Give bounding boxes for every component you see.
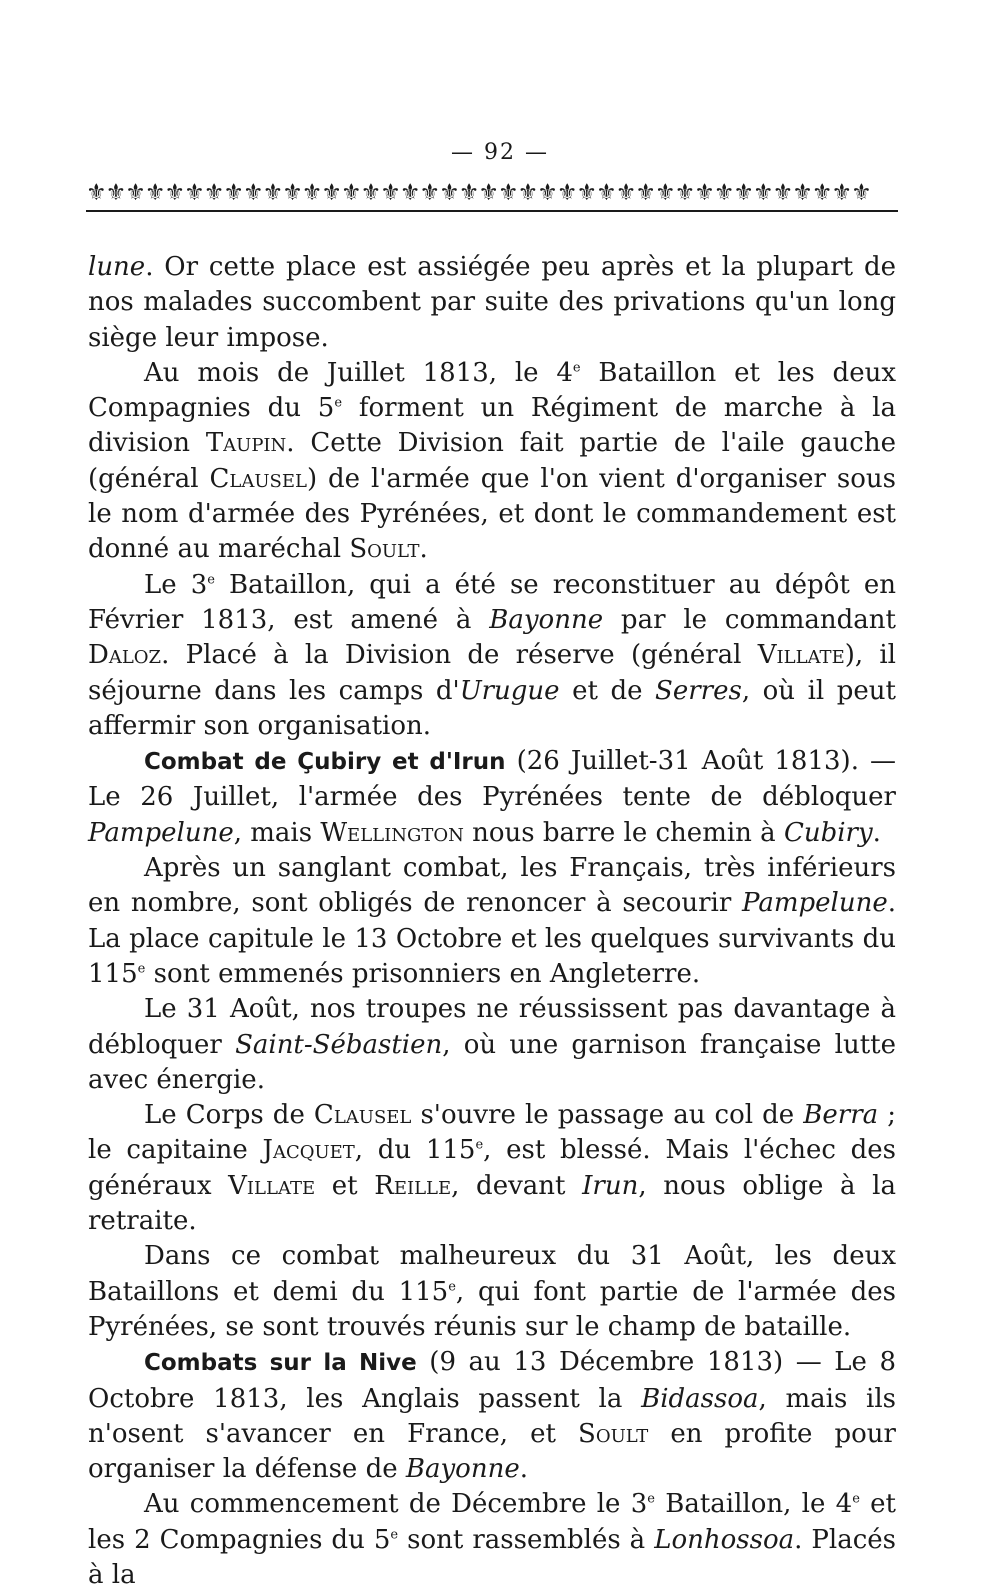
- text-run: Le 3: [144, 569, 208, 600]
- text-run: Bataillon, qui a été se reconstituer au dépôt en Février 1813, est amené à: [88, 569, 897, 635]
- paragraph-10: [88, 1487, 896, 1593]
- text-run: .: [419, 534, 428, 565]
- text-run: Après un sanglant combat, les Français, très inférieurs en nombre, sont obligés de renoncer à secourir: [88, 853, 896, 919]
- paragraph-1: [88, 250, 896, 356]
- text-run: , du 115: [354, 1135, 476, 1166]
- text-run: Au commencement de Décembre le 3: [144, 1489, 648, 1520]
- name-smallcaps: Clausel: [313, 1100, 412, 1131]
- italic-place: Bayonne: [405, 1454, 520, 1485]
- paragraph-6: [88, 992, 896, 1098]
- text-run: , mais ils n'osent s'avancer en France, et: [88, 1383, 896, 1449]
- fleur-de-lis-ornament-band: ⚜⚜⚜⚜⚜⚜⚜⚜⚜⚜⚜⚜⚜⚜⚜⚜⚜⚜⚜⚜⚜⚜⚜⚜⚜⚜⚜⚜⚜⚜⚜⚜⚜⚜⚜⚜⚜⚜⚜⚜: [86, 178, 898, 212]
- paragraph-5: [88, 851, 896, 992]
- name-smallcaps: Soult: [578, 1418, 649, 1449]
- body-text: [88, 250, 896, 1593]
- name-smallcaps: Clausel: [209, 463, 307, 494]
- text-run: Bataillon et les deux Compagnies du 5: [88, 357, 897, 424]
- italic-place: Saint-Sébastien: [235, 1029, 443, 1060]
- text-run: ) de l'armée que l'on vient d'organiser sous le nom d'armée des Pyrénées, et dont le commandement est donné au maréchal: [88, 463, 896, 565]
- name-smallcaps: Soult: [349, 534, 420, 565]
- superscript: e: [475, 1137, 484, 1153]
- text-run: nous barre le chemin à: [463, 817, 784, 848]
- superscript: e: [572, 360, 581, 376]
- text-run: sont rassemblés à: [398, 1524, 655, 1555]
- name-smallcaps: Wellington: [320, 817, 464, 848]
- text-run: Bataillon, le 4: [654, 1489, 853, 1520]
- superscript: e: [448, 1278, 456, 1294]
- name-smallcaps: Jacquet: [262, 1135, 355, 1166]
- paragraph-9: [88, 1345, 896, 1487]
- text-run: , où une garnison française lutte avec énergie.: [88, 1029, 896, 1095]
- italic-place: Bayonne: [489, 604, 604, 635]
- italic-place: Pampelune: [88, 817, 234, 848]
- paragraph-7: [88, 1098, 896, 1239]
- name-smallcaps: Daloz: [88, 640, 162, 671]
- text-run: .: [872, 817, 881, 848]
- text-run: Au mois de Juillet 1813, le 4: [144, 357, 573, 388]
- italic-place: Serres: [655, 675, 742, 706]
- text-run: Le Corps de: [144, 1100, 314, 1131]
- text-run: . Or cette place est assiégée peu après et la plupart de nos malades succombent par suite des privations qu'un long siège leur impose.: [88, 252, 896, 353]
- text-run: ; le capitaine: [88, 1100, 896, 1166]
- text-run: (9 au 13 Décembre 1813) — Le 8 Octobre 1813, les Anglais passent la: [88, 1347, 897, 1414]
- paragraph-4: [88, 744, 896, 851]
- italic-place: lune: [88, 252, 146, 282]
- text-run: , devant: [451, 1170, 583, 1201]
- page-number: — 92 —: [451, 140, 549, 165]
- italic-place: Lonhossoa: [654, 1524, 795, 1555]
- text-run: sont emmenés prisonniers en Angleterre.: [145, 958, 701, 989]
- text-run: Le 31 Août, nos troupes ne réussissent pas davantage à débloquer: [88, 994, 896, 1060]
- name-smallcaps: Villate: [757, 640, 845, 671]
- text-run: ), il séjourne dans les camps d': [88, 640, 896, 706]
- text-run: .: [519, 1454, 528, 1485]
- paragraph-3: [88, 568, 896, 744]
- superscript: e: [852, 1491, 860, 1507]
- text-run: (26 Juillet-31 Août 1813). — Le 26 Juillet, l'armée des Pyrénées tente de débloquer: [88, 746, 896, 813]
- text-run: et les 2 Compagnies du 5: [88, 1489, 896, 1555]
- text-run: . La place capitule le 13 Octobre et les quelques survivants du 115: [88, 888, 896, 989]
- superscript: e: [647, 1491, 655, 1507]
- text-run: , où il peut affermir son organisation.: [88, 675, 896, 741]
- text-run: . Placés à la: [88, 1524, 897, 1590]
- superscript: e: [207, 572, 215, 588]
- paragraph-8: [88, 1239, 896, 1345]
- text-run: par le commandant: [603, 604, 896, 635]
- text-run: , qui font partie de l'armée des Pyrénées, se sont trouvés réunis sur le champ de bataille.: [88, 1276, 896, 1342]
- section-heading: Combats sur la Nive: [144, 1350, 417, 1377]
- name-smallcaps: Reille: [374, 1170, 452, 1201]
- superscript: e: [334, 395, 343, 411]
- name-smallcaps: Taupin: [205, 428, 287, 459]
- text-run: et: [315, 1170, 375, 1201]
- text-run: , mais: [233, 817, 321, 848]
- italic-place: Irun: [582, 1170, 639, 1201]
- superscript: e: [137, 961, 146, 977]
- text-run: , nous oblige à la retraite.: [88, 1170, 896, 1237]
- section-heading: Combat de Çubiry et d'Irun: [144, 749, 506, 776]
- italic-place: Urugue: [459, 675, 560, 706]
- italic-place: Pampelune: [742, 888, 888, 919]
- text-run: . Placé à la Division de réserve (général: [161, 640, 758, 671]
- text-run: . Cette Division fait partie de l'aile gauche (général: [88, 428, 897, 494]
- text-run: , est blessé. Mais l'échec des généraux: [88, 1135, 897, 1201]
- italic-place: Bidassoa: [641, 1383, 759, 1414]
- text-run: Dans ce combat malheureux du 31 Août, les deux Bataillons et demi du 115: [88, 1241, 896, 1307]
- text-run: s'ouvre le passage au col de: [411, 1100, 804, 1131]
- superscript: e: [390, 1527, 399, 1543]
- paragraph-2: [88, 356, 896, 568]
- italic-place: Cubiry: [783, 817, 873, 848]
- text-run: en profite pour organiser la défense de: [88, 1418, 896, 1485]
- text-run: et de: [559, 675, 656, 706]
- italic-place: Berra: [803, 1100, 879, 1131]
- text-run: forment un Régiment de marche à la division: [88, 393, 896, 459]
- name-smallcaps: Villate: [228, 1170, 316, 1201]
